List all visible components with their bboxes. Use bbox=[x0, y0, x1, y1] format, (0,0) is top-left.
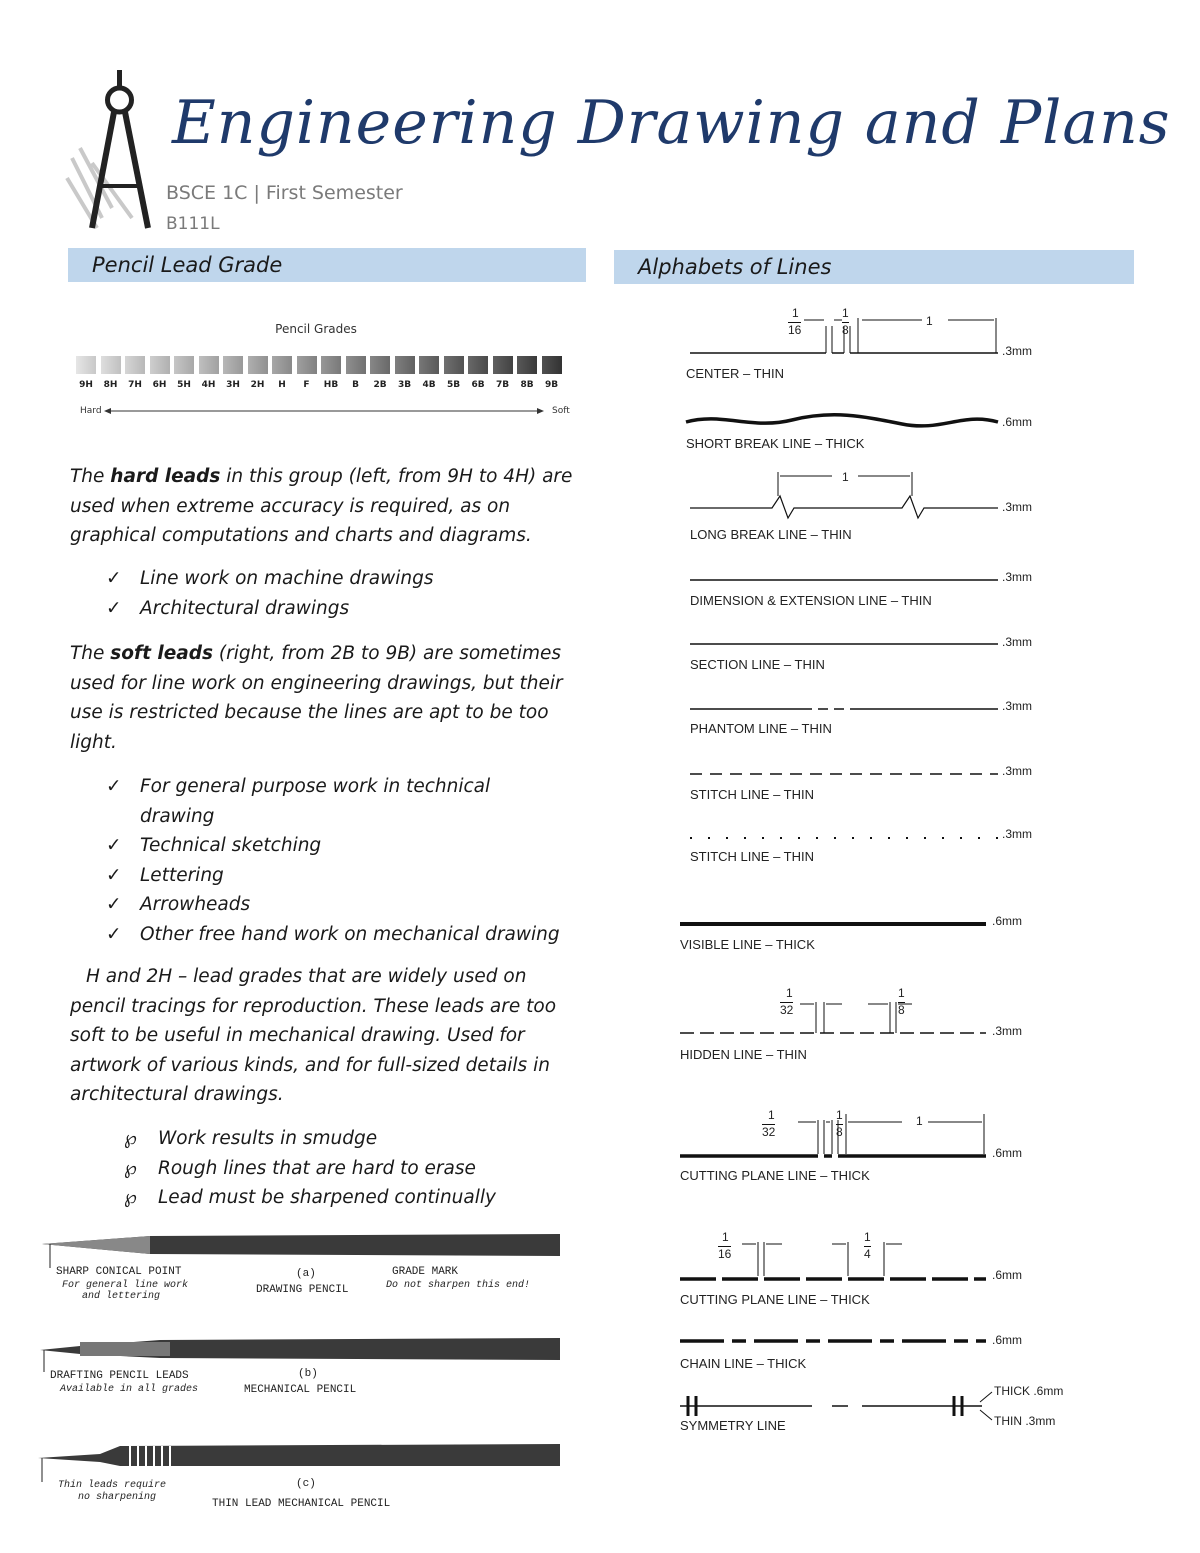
hard-leads-list bbox=[106, 564, 576, 623]
list-item-text: Lead must be sharpened continually bbox=[158, 1187, 496, 1208]
check-icon: ✓ bbox=[106, 894, 122, 915]
fraction-denominator: 4 bbox=[864, 1247, 871, 1261]
line-width-phantom: .3mm bbox=[1002, 699, 1032, 713]
fraction-numerator: 1 bbox=[898, 986, 905, 1000]
course-subtitle: BSCE 1C | First Semester bbox=[166, 182, 403, 204]
section-header-pencil bbox=[68, 248, 586, 282]
grade-swatch bbox=[517, 356, 537, 374]
line-label-symmetry: SYMMETRY LINE bbox=[680, 1418, 786, 1433]
caption-grade-mark: GRADE MARK bbox=[392, 1266, 459, 1278]
grade-swatch bbox=[125, 356, 145, 374]
grade-label: F bbox=[303, 380, 310, 390]
bullet-icon: ℘ bbox=[124, 1157, 137, 1179]
grade-label: B bbox=[352, 380, 359, 390]
grade-swatch bbox=[468, 356, 488, 374]
fraction-denominator: 8 bbox=[842, 323, 849, 337]
fraction-denominator: 16 bbox=[718, 1247, 732, 1261]
grade-swatches bbox=[76, 356, 576, 378]
grade-swatch bbox=[493, 356, 513, 374]
caption-drafting-pencil-leads: DRAFTING PENCIL LEADS bbox=[50, 1370, 189, 1382]
caption-a: (a) bbox=[296, 1268, 316, 1280]
grade-label: 7B bbox=[495, 380, 510, 390]
line-label-stitch-dot: STITCH LINE – THIN bbox=[690, 849, 815, 864]
line-label-dimension: DIMENSION & EXTENSION LINE – THIN bbox=[690, 593, 932, 608]
p2-bold: soft leads bbox=[110, 643, 213, 664]
list-item bbox=[106, 890, 576, 920]
fraction-denominator: 32 bbox=[762, 1125, 776, 1139]
grade-label: 9H bbox=[79, 380, 93, 390]
fraction-numerator: 1 bbox=[836, 1108, 843, 1122]
line-width-center: .3mm bbox=[1002, 344, 1032, 358]
grade-label: 9B bbox=[544, 380, 559, 390]
grade-swatch bbox=[346, 356, 366, 374]
fraction-numerator: 1 bbox=[792, 306, 799, 320]
line-label-long-break: LONG BREAK LINE – THIN bbox=[690, 527, 852, 542]
line-label-short-break: SHORT BREAK LINE – THICK bbox=[686, 436, 865, 451]
line-label-section: SECTION LINE – THIN bbox=[690, 657, 825, 672]
fraction-numerator: 1 bbox=[842, 306, 849, 320]
grade-labels bbox=[76, 380, 576, 394]
list-item bbox=[106, 772, 576, 831]
grade-swatch bbox=[199, 356, 219, 374]
grade-label: 3B bbox=[397, 380, 412, 390]
check-icon: ✓ bbox=[106, 776, 122, 797]
line-width-visible: .6mm bbox=[992, 914, 1022, 928]
fraction-denominator: 8 bbox=[836, 1125, 843, 1139]
list-item bbox=[106, 831, 576, 861]
fraction-denominator: 16 bbox=[788, 323, 802, 337]
caption-mechanical-pencil: MECHANICAL PENCIL bbox=[244, 1384, 357, 1396]
grade-swatch bbox=[395, 356, 415, 374]
fraction-denominator: 32 bbox=[780, 1003, 794, 1017]
line-width-short-break: .6mm bbox=[1002, 415, 1032, 429]
check-icon: ✓ bbox=[106, 864, 122, 886]
line-width-cutting-plane-1: .6mm bbox=[992, 1146, 1022, 1160]
dimension-value: 1 bbox=[926, 314, 933, 328]
list-item bbox=[124, 1124, 574, 1154]
grade-swatch bbox=[101, 356, 121, 374]
grade-label: HB bbox=[323, 380, 339, 390]
caption-general-line-work: For general line work bbox=[62, 1280, 189, 1291]
grade-label: H bbox=[278, 380, 286, 390]
list-item-text: Arrowheads bbox=[140, 894, 251, 915]
p3-text: H and 2H – lead grades that are widely used on pencil tracings for reproduction. These leads are too soft to be useful in mechanical drawing. Used for artwork of various kinds, and for full-sized details in architectural drawings. bbox=[70, 966, 557, 1105]
list-item bbox=[106, 920, 576, 950]
list-item bbox=[106, 594, 576, 624]
line-label-cutting-plane-1: CUTTING PLANE LINE – THICK bbox=[680, 1168, 870, 1183]
line-label-visible: VISIBLE LINE – THICK bbox=[680, 937, 815, 952]
p1-text-c: in this group (left, from 9H to 4H) are used when extreme accuracy is required, as on graphical computations and charts and diagrams. bbox=[70, 466, 573, 546]
compass-logo bbox=[62, 68, 172, 238]
list-item-text: Work results in smudge bbox=[158, 1128, 378, 1149]
hard-leads-paragraph bbox=[70, 462, 580, 551]
grade-label: 8B bbox=[520, 380, 534, 390]
p2-text-a: The bbox=[70, 643, 111, 664]
grade-swatch bbox=[272, 356, 292, 374]
fraction-denominator: 8 bbox=[898, 1003, 905, 1017]
caption-b: (b) bbox=[298, 1368, 318, 1380]
fraction-numerator: 1 bbox=[768, 1108, 775, 1122]
grade-label: 3H bbox=[226, 380, 240, 390]
dimension-value: 1 bbox=[916, 1114, 923, 1128]
grade-swatch bbox=[76, 356, 96, 374]
caption-no-sharpening: no sharpening bbox=[78, 1492, 157, 1503]
line-label-chain: CHAIN LINE – THICK bbox=[680, 1356, 807, 1371]
section-title: Alphabets of Lines bbox=[638, 255, 832, 279]
line-width-hidden: .3mm bbox=[992, 1024, 1022, 1038]
list-item bbox=[124, 1154, 574, 1184]
list-item-text: For general purpose work in technical drawing bbox=[140, 776, 491, 827]
grade-swatch bbox=[297, 356, 317, 374]
document-title: Engineering Drawing and Plans bbox=[172, 88, 1171, 158]
grade-label: 4H bbox=[201, 380, 216, 390]
list-item-text: Line work on machine drawings bbox=[140, 568, 434, 589]
bullet-icon: ℘ bbox=[124, 1128, 137, 1149]
p2-text-c: (right, from 2B to 9B) are sometimes used for line work on engineering drawings, but their use is restricted because the lines are apt to be too light. bbox=[70, 643, 563, 753]
pencil-grades-chart bbox=[76, 318, 576, 428]
course-code: B111L bbox=[166, 214, 220, 234]
list-item bbox=[106, 861, 576, 891]
line-width-stitch-dash: .3mm bbox=[1002, 764, 1032, 778]
caption-thin-lead-mechanical-pencil: THIN LEAD MECHANICAL PENCIL bbox=[212, 1498, 391, 1510]
section-header-lines bbox=[614, 250, 1134, 284]
grade-label: 6B bbox=[471, 380, 485, 390]
check-icon: ✓ bbox=[106, 597, 122, 619]
h-2h-list bbox=[124, 1124, 574, 1213]
grade-label: 2B bbox=[373, 380, 387, 390]
list-item-text: Technical sketching bbox=[140, 835, 322, 856]
line-label-hidden: HIDDEN LINE – THIN bbox=[680, 1047, 807, 1062]
check-icon: ✓ bbox=[106, 568, 122, 589]
list-item bbox=[106, 564, 576, 594]
grade-swatch bbox=[248, 356, 268, 374]
line-width-section: .3mm bbox=[1002, 635, 1032, 649]
line-width-long-break: .3mm bbox=[1002, 500, 1032, 514]
bullet-icon: ℘ bbox=[124, 1187, 137, 1208]
grade-label: 5H bbox=[177, 380, 191, 390]
caption-sharp-conical-point: SHARP CONICAL POINT bbox=[56, 1266, 182, 1278]
line-label-cutting-plane-2: CUTTING PLANE LINE – THICK bbox=[680, 1292, 870, 1307]
list-item-text: Architectural drawings bbox=[140, 597, 350, 619]
grade-label: 2H bbox=[250, 380, 265, 390]
pencil-illustrations bbox=[20, 1222, 580, 1522]
line-label-stitch-dash: STITCH LINE – THIN bbox=[690, 787, 815, 802]
grade-swatch bbox=[223, 356, 243, 374]
symmetry-thin-label: THIN .3mm bbox=[994, 1414, 1056, 1428]
grade-swatch bbox=[174, 356, 194, 374]
chart-title: Pencil Grades bbox=[275, 322, 357, 336]
caption-drawing-pencil: DRAWING PENCIL bbox=[256, 1284, 349, 1296]
grade-label: 6H bbox=[152, 380, 167, 390]
dimension-value: 1 bbox=[842, 470, 849, 484]
grade-swatch bbox=[370, 356, 390, 374]
check-icon: ✓ bbox=[106, 835, 122, 856]
line-label-phantom: PHANTOM LINE – THIN bbox=[690, 721, 832, 736]
caption-thin-leads: Thin leads require bbox=[58, 1480, 167, 1491]
compass-icon bbox=[62, 68, 172, 238]
alphabet-of-lines-chart bbox=[662, 296, 1142, 1446]
line-width-stitch-dot: .3mm bbox=[1002, 827, 1032, 841]
grade-swatch bbox=[419, 356, 439, 374]
line-width-chain: .6mm bbox=[992, 1333, 1022, 1347]
hard-label: Hard bbox=[80, 406, 102, 416]
soft-label: Soft bbox=[552, 406, 570, 416]
grade-swatch bbox=[444, 356, 464, 374]
section-title: Pencil Lead Grade bbox=[92, 253, 283, 277]
caption-do-not-sharpen: Do not sharpen this end! bbox=[386, 1280, 531, 1291]
fraction-numerator: 1 bbox=[722, 1230, 729, 1244]
list-item-text: Lettering bbox=[140, 864, 224, 886]
soft-leads-paragraph bbox=[70, 639, 575, 757]
grade-label: 8H bbox=[103, 380, 118, 390]
h-2h-paragraph bbox=[70, 962, 575, 1110]
grade-label: 4B bbox=[422, 380, 436, 390]
caption-c: (c) bbox=[296, 1478, 316, 1490]
list-item-text: Other free hand work on mechanical drawing bbox=[140, 923, 560, 945]
grade-label: 5B bbox=[446, 380, 461, 390]
list-item-text: Rough lines that are hard to erase bbox=[158, 1157, 476, 1179]
grade-swatch bbox=[321, 356, 341, 374]
fraction-numerator: 1 bbox=[864, 1230, 871, 1244]
line-types-drawing bbox=[662, 296, 1142, 1446]
check-icon: ✓ bbox=[106, 923, 122, 945]
fraction-numerator: 1 bbox=[786, 986, 793, 1000]
line-width-cutting-plane-2: .6mm bbox=[992, 1268, 1022, 1282]
grade-swatch bbox=[150, 356, 170, 374]
line-label-center: CENTER – THIN bbox=[686, 366, 784, 381]
caption-and-lettering: and lettering bbox=[82, 1291, 161, 1302]
soft-leads-list bbox=[106, 772, 576, 949]
line-width-dimension: .3mm bbox=[1002, 570, 1032, 584]
caption-available-all-grades: Available in all grades bbox=[60, 1384, 199, 1395]
hard-soft-arrow bbox=[104, 406, 544, 416]
symmetry-thick-label: THICK .6mm bbox=[994, 1384, 1064, 1398]
grade-swatch bbox=[542, 356, 562, 374]
grade-label: 7H bbox=[128, 380, 142, 390]
list-item bbox=[124, 1183, 574, 1213]
p1-text-a: The bbox=[70, 466, 111, 487]
p1-bold: hard leads bbox=[110, 466, 221, 487]
